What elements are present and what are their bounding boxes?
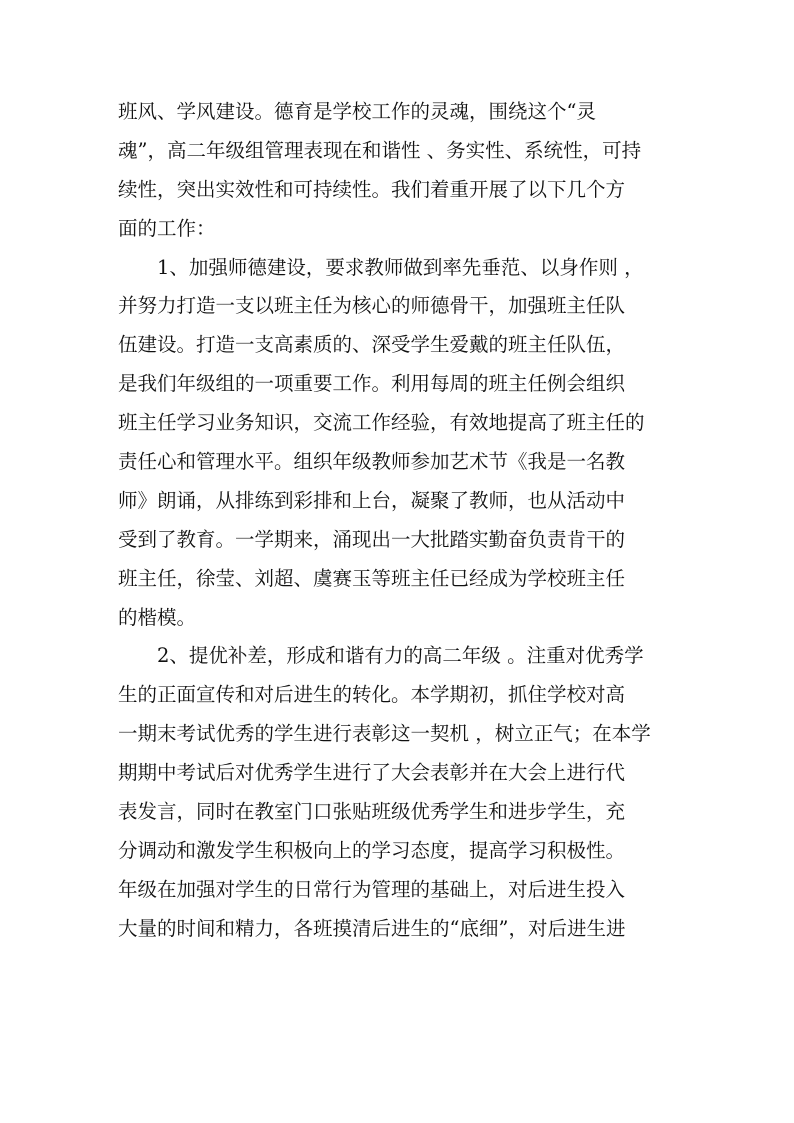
text-line: 师》朗诵，从排练到彩排和上台，凝聚了教师，也从活动中	[118, 488, 626, 512]
paragraph-2-start: 2、提优补差，形成和谐有力的高二年级 。注重对优秀学	[118, 644, 644, 668]
text-line: 的楷模。	[118, 605, 197, 629]
text-line: 期期中考试后对优秀学生进行了大会表彰并在大会上进行代	[118, 761, 626, 785]
text-line: 并努力打造一支以班主任为核心的师德骨干，加强班主任队	[118, 294, 626, 318]
text-line: 责任心和管理水平。组织年级教师参加艺术节《我是一名教	[118, 450, 626, 474]
body-text	[118, 93, 688, 949]
text-line: 一期末考试优秀的学生进行表彰这一契机 ，树立正气；在本学	[118, 722, 651, 746]
text-line: 班主任学习业务知识，交流工作经验，有效地提高了班主任的	[118, 411, 645, 435]
text-line: 伍建设。打造一支高素质的、深受学生爱戴的班主任队伍，	[118, 333, 626, 357]
text-line: 班风、学风建设。德育是学校工作的灵魂，围绕这个“灵	[118, 100, 596, 123]
text-line: 生的正面宣传和对后进生的转化。本学期初，抓住学校对高	[118, 683, 626, 707]
paragraph-1-start: 1、加强师德建设，要求教师做到率先垂范、以身作则 ，	[118, 255, 644, 279]
text-line: 面的工作：	[118, 216, 216, 240]
text-line: 是我们年级组的一项重要工作。利用每周的班主任例会组织	[118, 372, 626, 396]
text-line: 续性，突出实效性和可持续性。我们着重开展了以下几个方	[118, 177, 626, 201]
text-line: 大量的时间和精力，各班摸清后进生的“底细”，对后进生进	[118, 916, 626, 940]
text-line: 班主任，徐莹、刘超、虞赛玉等班主任已经成为学校班主任	[118, 566, 626, 590]
text-line: 分调动和激发学生积极向上的学习态度，提高学习积极性。	[118, 838, 626, 862]
text-line: 魂”，高二年级组管理表现在和谐性 、务实性、系统性，可持	[118, 138, 642, 162]
text-line: 表发言，同时在教室门口张贴班级优秀学生和进步学生，充	[118, 800, 626, 824]
text-line: 年级在加强对学生的日常行为管理的基础上，对后进生投入	[118, 877, 626, 901]
text-line: 受到了教育。一学期来，涌现出一大批踏实勤奋负责肯干的	[118, 527, 626, 551]
